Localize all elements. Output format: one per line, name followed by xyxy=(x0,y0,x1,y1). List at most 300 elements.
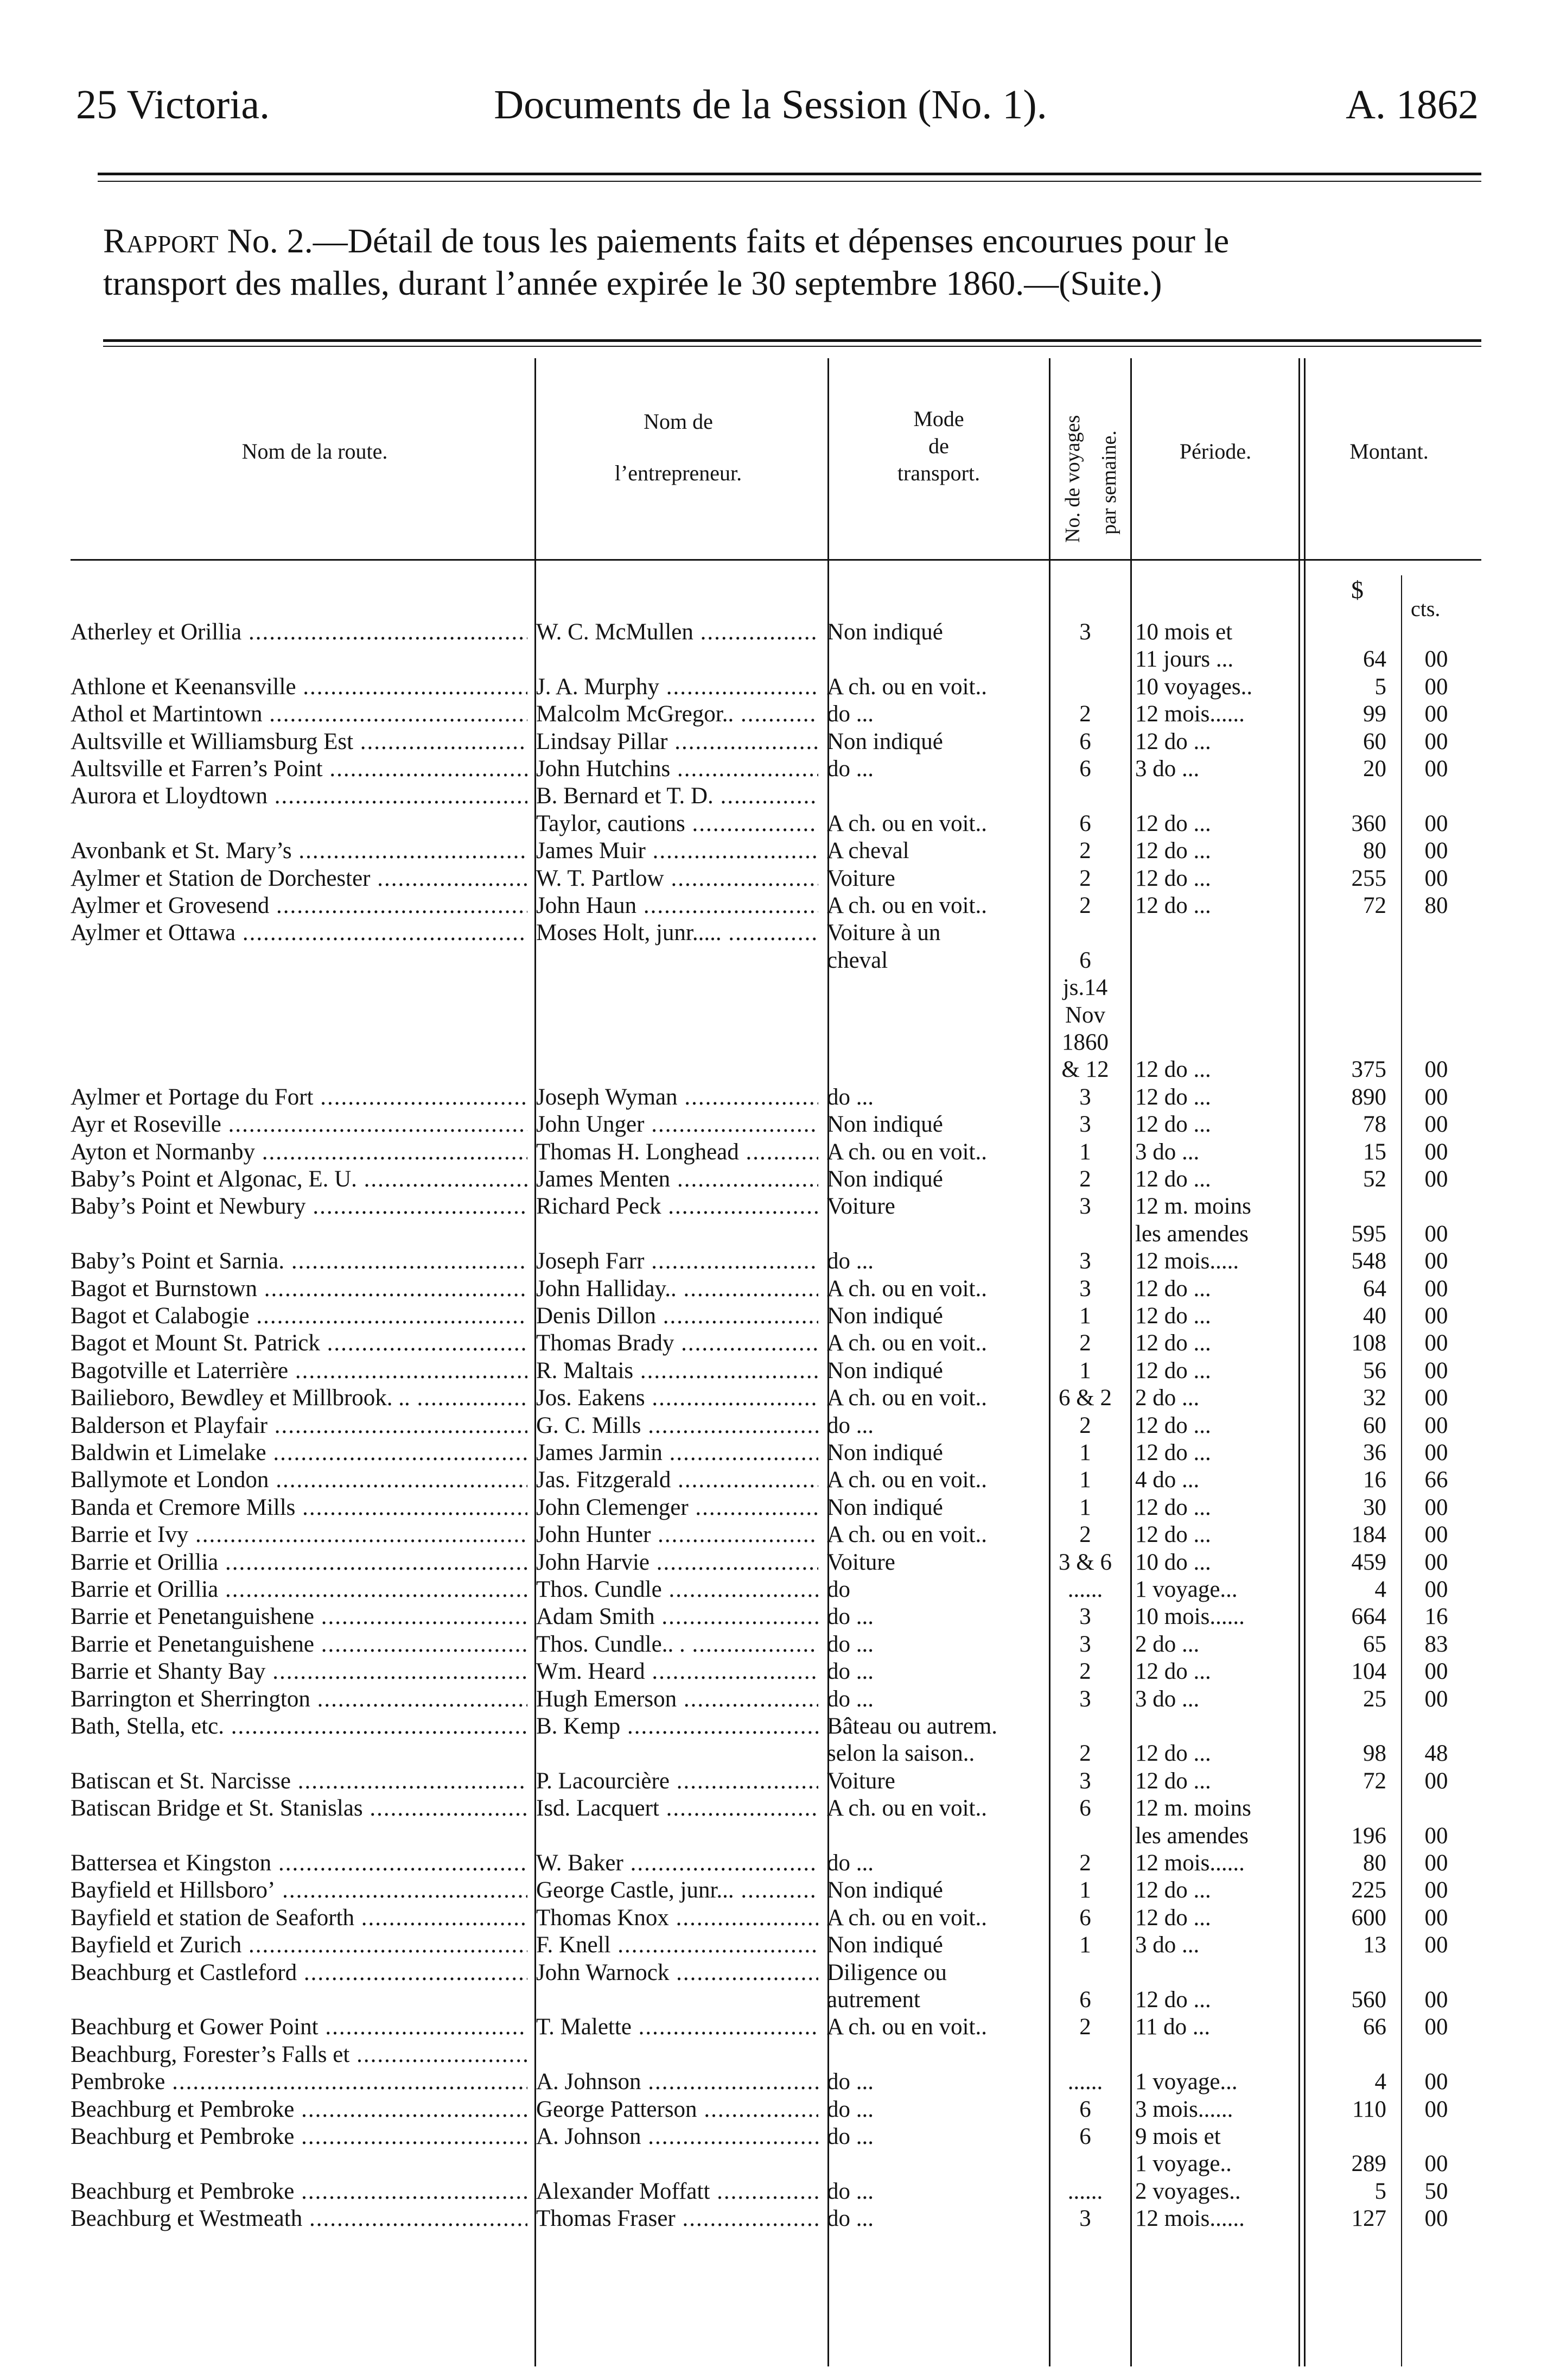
cents-cell: 80 xyxy=(1424,893,1448,918)
cents-cell: 00 xyxy=(1424,2014,1448,2040)
cents-cell: 00 xyxy=(1424,2151,1448,2177)
mode-cell: do ... xyxy=(827,2178,874,2204)
table-row xyxy=(0,2096,1541,2123)
route-cell: Barrie et Ivy ..... xyxy=(71,1521,527,1548)
mode-cell: do ... xyxy=(827,1412,874,1438)
dollars-cell: 104 xyxy=(1351,1659,1386,1685)
running-header-left: 25 Victoria. xyxy=(76,82,270,128)
dollars-cell: 127 xyxy=(1351,2206,1386,2232)
periode-cell: 3 do ... xyxy=(1135,1932,1200,1958)
cents-label: cts. xyxy=(1411,596,1441,621)
dollars-cell: 66 xyxy=(1363,2014,1386,2040)
dollars-cell: 13 xyxy=(1363,1932,1386,1958)
periode-cell: 12 do ... xyxy=(1135,1330,1211,1356)
voyages-cell: 6 & 2 xyxy=(1059,1385,1112,1411)
table-row xyxy=(0,1193,1541,1220)
table-row xyxy=(0,1877,1541,1904)
voyages-cell: 2 xyxy=(1079,838,1091,864)
periode-cell: 12 m. moins xyxy=(1135,1795,1251,1822)
voyages-cell: 3 xyxy=(1079,619,1091,645)
table-row xyxy=(0,1768,1541,1795)
voyages-cell: 3 xyxy=(1079,1112,1091,1138)
route-cell: Avonbank et St. Mary’s ..... xyxy=(71,837,527,865)
cents-cell: 00 xyxy=(1424,810,1448,836)
dollars-cell: 56 xyxy=(1363,1357,1386,1383)
cents-cell: 00 xyxy=(1424,1823,1448,1849)
dollars-cell: 375 xyxy=(1351,1057,1386,1083)
voyages-cell: 2 xyxy=(1079,1659,1091,1685)
dollars-cell: 255 xyxy=(1351,865,1386,891)
cents-cell: 00 xyxy=(1424,646,1448,672)
table-row xyxy=(0,1795,1541,1822)
table-row xyxy=(0,1740,1541,1767)
table-row xyxy=(0,1439,1541,1467)
route-cell: Aurora et Lloydtown ..... xyxy=(71,783,527,810)
voyages-cell: 3 xyxy=(1079,1194,1091,1220)
route-cell: Aultsville et Farren’s Point ..... xyxy=(71,756,527,783)
column-header-entrepreneur-line2: l’entrepreneur. xyxy=(614,461,742,485)
route-cell: Beachburg et Westmeath ..... xyxy=(71,2205,527,2232)
entrepreneur-cell: Denis Dillon ..... xyxy=(536,1303,818,1330)
table-row xyxy=(0,1275,1541,1303)
entrepreneur-cell: Alexander Moffatt ..... xyxy=(536,2178,818,2205)
periode-cell: 10 mois et xyxy=(1135,619,1233,645)
route-cell: Aultsville et Williamsburg Est ..... xyxy=(71,728,527,756)
periode-cell: 12 do ... xyxy=(1135,1084,1211,1110)
voyages-cell: ...... xyxy=(1067,2069,1103,2095)
periode-cell: 12 mois..... xyxy=(1135,1248,1239,1274)
dollars-cell: 60 xyxy=(1363,728,1386,754)
mode-cell: do ... xyxy=(827,2069,874,2095)
voyages-cell: js.14 xyxy=(1062,975,1108,1001)
dollars-cell: 72 xyxy=(1363,893,1386,918)
route-cell: Beachburg et Pembroke ..... xyxy=(71,2123,527,2150)
voyages-cell: 1 xyxy=(1079,1932,1091,1958)
voyages-cell: 2 xyxy=(1079,1850,1091,1876)
mode-cell: do ... xyxy=(827,1084,874,1110)
voyages-cell: 3 xyxy=(1079,1275,1091,1302)
voyages-cell: 2 xyxy=(1079,701,1091,727)
route-cell: Batiscan Bridge et St. Stanislas ..... xyxy=(71,1795,527,1822)
entrepreneur-cell: Thos. Cundle ..... xyxy=(536,1576,818,1603)
entrepreneur-cell: James Muir ..... xyxy=(536,837,818,865)
voyages-cell: Nov xyxy=(1065,1002,1106,1028)
voyages-cell: 3 xyxy=(1079,1084,1091,1110)
dollars-cell: 64 xyxy=(1363,646,1386,672)
cents-cell: 00 xyxy=(1424,1905,1448,1931)
voyages-cell: 3 xyxy=(1079,1248,1091,1274)
entrepreneur-cell: G. C. Mills ..... xyxy=(536,1412,818,1439)
cents-cell: 00 xyxy=(1424,1877,1448,1903)
entrepreneur-cell: Adam Smith ..... xyxy=(536,1603,818,1630)
route-cell: Barrington et Sherrington ..... xyxy=(71,1686,527,1713)
periode-cell: 12 do ... xyxy=(1135,1522,1211,1548)
cents-cell: 00 xyxy=(1424,701,1448,727)
mode-cell: Non indiqué xyxy=(827,619,943,645)
mode-cell: Non indiqué xyxy=(827,728,943,754)
entrepreneur-cell: W. C. McMullen ..... xyxy=(536,619,818,646)
table-row xyxy=(0,2014,1541,2041)
route-cell: Bagot et Mount St. Patrick ..... xyxy=(71,1330,527,1357)
cents-cell: 00 xyxy=(1424,1330,1448,1356)
cents-cell: 00 xyxy=(1424,865,1448,891)
entrepreneur-cell: John Haun ..... xyxy=(536,892,818,919)
dollars-cell: 5 xyxy=(1374,674,1386,700)
entrepreneur-cell: John Hunter ..... xyxy=(536,1521,818,1548)
table-row xyxy=(0,1713,1541,1740)
route-cell: Baldwin et Limelake ..... xyxy=(71,1439,527,1467)
column-header-periode: Période. xyxy=(1179,439,1252,464)
table-row xyxy=(0,1576,1541,1603)
mode-cell: cheval xyxy=(827,947,888,973)
route-cell: Pembroke ..... xyxy=(71,2068,527,2096)
route-cell: Aylmer et Portage du Fort ..... xyxy=(71,1084,527,1111)
cents-cell: 00 xyxy=(1424,838,1448,864)
dollars-cell: 225 xyxy=(1351,1877,1386,1903)
voyages-cell: 2 xyxy=(1079,893,1091,918)
cents-cell: 50 xyxy=(1424,2178,1448,2204)
dollars-cell: 60 xyxy=(1363,1412,1386,1438)
table-row xyxy=(0,892,1541,919)
periode-cell: 12 do ... xyxy=(1135,865,1211,891)
mode-cell: do ... xyxy=(827,1248,874,1274)
dollars-cell: 459 xyxy=(1351,1549,1386,1575)
voyages-cell: 3 xyxy=(1079,1631,1091,1657)
dollars-cell: 30 xyxy=(1363,1494,1386,1520)
voyages-cell: ...... xyxy=(1067,2178,1103,2204)
entrepreneur-cell: Jos. Eakens ..... xyxy=(536,1385,818,1412)
table-row xyxy=(0,756,1541,783)
entrepreneur-cell: Isd. Lacquert ..... xyxy=(536,1795,818,1822)
route-cell: Ayr et Roseville ..... xyxy=(71,1111,527,1138)
running-header-center: Documents de la Session (No. 1). xyxy=(494,82,1047,128)
mode-cell: A ch. ou en voit.. xyxy=(827,1522,987,1548)
dollars-cell: 289 xyxy=(1351,2151,1386,2177)
dollars-cell: 65 xyxy=(1363,1631,1386,1657)
entrepreneur-cell: George Patterson ..... xyxy=(536,2096,818,2123)
table-row xyxy=(0,2068,1541,2096)
table-row xyxy=(0,783,1541,810)
dollars-cell: 15 xyxy=(1363,1139,1386,1165)
voyages-cell: 1 xyxy=(1079,1494,1091,1520)
periode-cell: 12 do ... xyxy=(1135,838,1211,864)
cents-cell: 00 xyxy=(1424,1522,1448,1548)
table-row xyxy=(0,1686,1541,1713)
voyages-cell: 6 xyxy=(1079,947,1091,973)
voyages-cell: 3 xyxy=(1079,1686,1091,1712)
cents-cell: 00 xyxy=(1424,1412,1448,1438)
periode-cell: 9 mois et xyxy=(1135,2124,1221,2149)
entrepreneur-cell: R. Maltais ..... xyxy=(536,1357,818,1385)
dollars-cell: 20 xyxy=(1363,756,1386,782)
mode-cell: Non indiqué xyxy=(827,1932,943,1958)
cents-cell: 00 xyxy=(1424,1385,1448,1411)
voyages-cell: 2 xyxy=(1079,2014,1091,2040)
mode-cell: Non indiqué xyxy=(827,1112,943,1138)
column-header-mode-line2: de xyxy=(928,434,949,458)
dollars-cell: 32 xyxy=(1363,1385,1386,1411)
entrepreneur-cell: Hugh Emerson ..... xyxy=(536,1686,818,1713)
mode-cell: autrement xyxy=(827,1987,920,2013)
mode-cell: do ... xyxy=(827,756,874,782)
mode-cell: do ... xyxy=(827,2206,874,2232)
dollars-cell: 196 xyxy=(1351,1823,1386,1849)
dollars-cell: 360 xyxy=(1351,810,1386,836)
voyages-cell: 6 xyxy=(1079,2124,1091,2149)
entrepreneur-cell: J. A. Murphy ..... xyxy=(536,674,818,701)
periode-cell: 12 do ... xyxy=(1135,893,1211,918)
periode-cell: 12 do ... xyxy=(1135,1275,1211,1302)
route-cell: Beachburg et Pembroke ..... xyxy=(71,2178,527,2205)
dollars-cell: 110 xyxy=(1352,2096,1386,2122)
table-row xyxy=(0,1467,1541,1494)
entrepreneur-cell: Joseph Farr ..... xyxy=(536,1248,818,1275)
mode-cell: A cheval xyxy=(827,838,909,864)
entrepreneur-cell: Malcolm McGregor.. ..... xyxy=(536,701,818,728)
column-header-montant: Montant. xyxy=(1349,439,1429,464)
route-cell: Atherley et Orillia ..... xyxy=(71,619,527,646)
entrepreneur-cell: Jas. Fitzgerald ..... xyxy=(536,1467,818,1494)
route-cell: Aylmer et Station de Dorchester ..... xyxy=(71,865,527,892)
table-row xyxy=(0,1850,1541,1877)
dollars-cell: 52 xyxy=(1363,1166,1386,1192)
periode-cell: 2 do ... xyxy=(1135,1631,1200,1657)
cents-cell: 16 xyxy=(1424,1604,1448,1630)
table-row xyxy=(0,2150,1541,2178)
cents-cell: 00 xyxy=(1424,1577,1448,1602)
cents-cell: 48 xyxy=(1424,1741,1448,1767)
table-row xyxy=(0,1412,1541,1439)
voyages-cell: 6 xyxy=(1079,1795,1091,1822)
voyages-cell: 1860 xyxy=(1062,1030,1109,1055)
cents-cell: 00 xyxy=(1424,1440,1448,1465)
voyages-cell: 1 xyxy=(1079,1139,1091,1165)
dollars-cell: 108 xyxy=(1351,1330,1386,1356)
voyages-cell: 2 xyxy=(1079,1741,1091,1767)
entrepreneur-cell: John Halliday.. ..... xyxy=(536,1275,818,1303)
dollars-cell: 595 xyxy=(1351,1221,1386,1247)
entrepreneur-cell: Richard Peck ..... xyxy=(536,1193,818,1220)
dollars-cell: 600 xyxy=(1351,1905,1386,1931)
dollars-cell: 80 xyxy=(1363,838,1386,864)
table-row xyxy=(0,1357,1541,1385)
voyages-cell: 2 xyxy=(1079,865,1091,891)
table-row xyxy=(0,2178,1541,2205)
dollars-cell: 98 xyxy=(1363,1741,1386,1767)
periode-cell: 3 do ... xyxy=(1135,1139,1200,1165)
mode-cell: Voiture xyxy=(827,1194,895,1220)
table-row xyxy=(0,2123,1541,2150)
cents-cell: 00 xyxy=(1424,1357,1448,1383)
mode-cell: Non indiqué xyxy=(827,1166,943,1192)
mode-cell: do ... xyxy=(827,701,874,727)
mode-cell: Non indiqué xyxy=(827,1440,943,1465)
table-row xyxy=(0,1002,1541,1029)
cents-cell: 00 xyxy=(1424,674,1448,700)
voyages-cell: 1 xyxy=(1079,1467,1091,1493)
route-cell: Baby’s Point et Sarnia. ..... xyxy=(71,1248,527,1275)
voyages-cell: 1 xyxy=(1079,1303,1091,1329)
periode-cell: 12 m. moins xyxy=(1135,1194,1251,1220)
entrepreneur-cell: W. Baker ..... xyxy=(536,1850,818,1877)
periode-cell: 12 do ... xyxy=(1135,810,1211,836)
table-row xyxy=(0,728,1541,756)
entrepreneur-cell: John Clemenger ..... xyxy=(536,1494,818,1521)
dollars-cell: 72 xyxy=(1363,1768,1386,1794)
periode-cell: 12 do ... xyxy=(1135,1440,1211,1465)
entrepreneur-cell: B. Kemp ..... xyxy=(536,1713,818,1740)
entrepreneur-cell: John Unger ..... xyxy=(536,1111,818,1138)
column-header-route: Nom de la route. xyxy=(241,439,388,464)
voyages-cell: 1 xyxy=(1079,1440,1091,1465)
route-cell: Balderson et Playfair ..... xyxy=(71,1412,527,1439)
route-cell: Bath, Stella, etc. ..... xyxy=(71,1713,527,1740)
periode-cell: 12 do ... xyxy=(1135,1357,1211,1383)
entrepreneur-cell: A. Johnson ..... xyxy=(536,2068,818,2096)
table-row xyxy=(0,810,1541,837)
entrepreneur-cell: Thomas Knox ..... xyxy=(536,1905,818,1932)
dollars-cell: 184 xyxy=(1351,1522,1386,1548)
route-cell: Ballymote et London ..... xyxy=(71,1467,527,1494)
entrepreneur-cell: Thos. Cundle.. . ..... xyxy=(536,1631,818,1658)
route-cell: Bayfield et Zurich ..... xyxy=(71,1932,527,1959)
mode-cell: do ... xyxy=(827,1604,874,1630)
voyages-cell: 2 xyxy=(1079,1412,1091,1438)
cents-cell: 00 xyxy=(1424,1549,1448,1575)
route-cell: Barrie et Penetanguishene ..... xyxy=(71,1603,527,1630)
mode-cell: A ch. ou en voit.. xyxy=(827,1385,987,1411)
table-row xyxy=(0,947,1541,974)
voyages-cell: ...... xyxy=(1067,1577,1103,1602)
periode-cell: 1 voyage.. xyxy=(1135,2151,1232,2177)
report-title-text-1: No. 2.—Détail de tous les paiements faits et dépenses encourues pour le xyxy=(218,221,1230,260)
entrepreneur-cell: George Castle, junr... ..... xyxy=(536,1877,818,1904)
table-row xyxy=(0,1932,1541,1959)
voyages-cell: 1 xyxy=(1079,1877,1091,1903)
mode-cell: do ... xyxy=(827,1686,874,1712)
column-header-mode-line1: Mode xyxy=(913,407,964,431)
periode-cell: 12 do ... xyxy=(1135,1905,1211,1931)
entrepreneur-cell: Thomas H. Longhead ..... xyxy=(536,1139,818,1166)
entrepreneur-cell: John Harvie ..... xyxy=(536,1549,818,1576)
route-cell: Aylmer et Grovesend ..... xyxy=(71,892,527,919)
entrepreneur-cell: P. Lacourcière ..... xyxy=(536,1768,818,1795)
entrepreneur-cell: W. T. Partlow ..... xyxy=(536,865,818,892)
report-title-line-2: transport des malles, durant l’année expirée le 30 septembre 1860.—(Suite.) xyxy=(103,264,1162,302)
cents-cell: 66 xyxy=(1424,1467,1448,1493)
mode-cell: A ch. ou en voit.. xyxy=(827,1275,987,1302)
periode-cell: 10 voyages.. xyxy=(1135,674,1253,700)
dollars-cell: 40 xyxy=(1363,1303,1386,1329)
entrepreneur-cell: James Jarmin ..... xyxy=(536,1439,818,1467)
route-cell: Bagot et Burnstown ..... xyxy=(71,1275,527,1303)
mode-cell: A ch. ou en voit.. xyxy=(827,1905,987,1931)
cents-cell: 00 xyxy=(1424,1248,1448,1274)
mode-cell: do xyxy=(827,1577,850,1602)
periode-cell: 12 mois...... xyxy=(1135,701,1245,727)
table-row xyxy=(0,674,1541,701)
route-cell: Battersea et Kingston ..... xyxy=(71,1850,527,1877)
route-cell: Barrie et Orillia ..... xyxy=(71,1576,527,1603)
cents-cell: 00 xyxy=(1424,1850,1448,1876)
mode-cell: do ... xyxy=(827,2124,874,2149)
periode-cell: 12 do ... xyxy=(1135,1166,1211,1192)
route-cell: Beachburg, Forester’s Falls et ..... xyxy=(71,2041,527,2068)
column-header-voyages-line1: No. de voyages xyxy=(1061,415,1084,543)
route-cell: Ayton et Normanby ..... xyxy=(71,1139,527,1166)
cents-cell: 00 xyxy=(1424,1275,1448,1302)
mode-cell: A ch. ou en voit.. xyxy=(827,893,987,918)
cents-cell: 00 xyxy=(1424,1768,1448,1794)
route-cell: Bayfield et Hillsboro’ ..... xyxy=(71,1877,527,1904)
voyages-cell: 2 xyxy=(1079,1522,1091,1548)
table-row xyxy=(0,1166,1541,1193)
cents-cell: 00 xyxy=(1424,2069,1448,2095)
dollars-cell: 99 xyxy=(1363,701,1386,727)
route-cell: Beachburg et Gower Point ..... xyxy=(71,2014,527,2041)
route-cell: Athol et Martintown ..... xyxy=(71,701,527,728)
table-row xyxy=(0,1139,1541,1166)
entrepreneur-cell: Thomas Fraser ..... xyxy=(536,2205,818,2232)
mode-cell: Diligence ou xyxy=(827,1959,947,1985)
periode-cell: 12 do ... xyxy=(1135,1412,1211,1438)
table-row xyxy=(0,2205,1541,2232)
table-row xyxy=(0,1823,1541,1850)
periode-cell: 11 do ... xyxy=(1135,2014,1211,2040)
table-row xyxy=(0,1221,1541,1248)
periode-cell: 12 do ... xyxy=(1135,1768,1211,1794)
dollar-sign-label: $ xyxy=(1351,576,1364,604)
periode-cell: 12 do ... xyxy=(1135,1057,1211,1083)
mode-cell: Voiture à un xyxy=(827,920,941,946)
route-cell: Beachburg et Pembroke ..... xyxy=(71,2096,527,2123)
voyages-cell: & 12 xyxy=(1061,1057,1109,1083)
mode-cell: Non indiqué xyxy=(827,1303,943,1329)
entrepreneur-cell: James Menten ..... xyxy=(536,1166,818,1193)
cents-cell: 00 xyxy=(1424,1221,1448,1247)
mode-cell: selon la saison.. xyxy=(827,1741,975,1767)
periode-cell: 12 do ... xyxy=(1135,1987,1211,2013)
cents-cell: 00 xyxy=(1424,1166,1448,1192)
entrepreneur-cell: T. Malette ..... xyxy=(536,2014,818,2041)
mode-cell: Voiture xyxy=(827,1549,895,1575)
cents-cell: 00 xyxy=(1424,1932,1448,1958)
entrepreneur-cell: Taylor, cautions ..... xyxy=(536,810,818,837)
dollars-cell: 664 xyxy=(1351,1604,1386,1630)
periode-cell: 2 do ... xyxy=(1135,1385,1200,1411)
mode-cell: do ... xyxy=(827,1659,874,1685)
cents-cell: 00 xyxy=(1424,1112,1448,1138)
entrepreneur-cell: John Hutchins ..... xyxy=(536,756,818,783)
dollars-cell: 78 xyxy=(1363,1112,1386,1138)
cents-cell: 00 xyxy=(1424,1987,1448,2013)
route-cell: Banda et Cremore Mills ..... xyxy=(71,1494,527,1521)
periode-cell: 12 mois...... xyxy=(1135,2206,1245,2232)
dollars-cell: 36 xyxy=(1363,1440,1386,1465)
cents-cell: 00 xyxy=(1424,1494,1448,1520)
entrepreneur-cell: Wm. Heard ..... xyxy=(536,1658,818,1685)
periode-cell: 12 do ... xyxy=(1135,1494,1211,1520)
table-row xyxy=(0,1905,1541,1932)
periode-cell: 10 do ... xyxy=(1135,1549,1211,1575)
periode-cell: 12 do ... xyxy=(1135,1741,1211,1767)
cents-cell: 83 xyxy=(1424,1631,1448,1657)
dollars-cell: 4 xyxy=(1374,2069,1386,2095)
table-row xyxy=(0,1494,1541,1521)
column-header-entrepreneur-line1: Nom de xyxy=(644,409,713,434)
table-row xyxy=(0,837,1541,865)
running-header-right: A. 1862 xyxy=(1346,82,1479,128)
